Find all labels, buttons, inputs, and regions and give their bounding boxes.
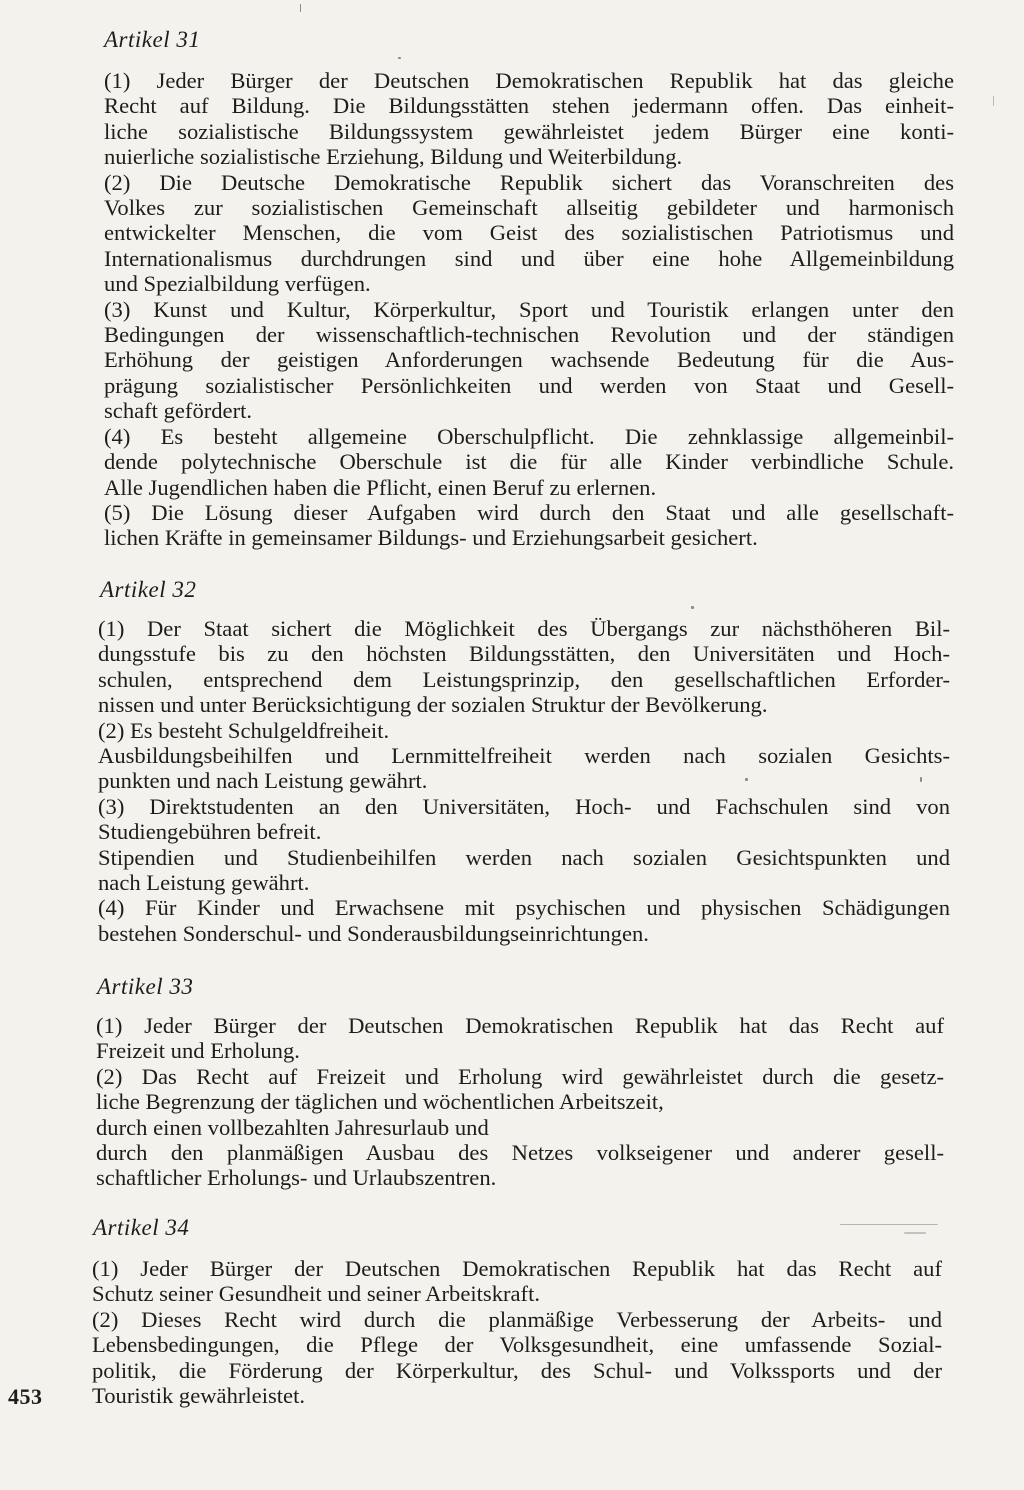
text-line: (3) Kunst und Kultur, Körperkultur, Sport und Touristik erlangen unter den [104,296,954,322]
article-31-text [104,68,954,551]
text-line: (5) Die Lösung dieser Aufgaben wird durch den Staat und alle gesellschaft- [104,499,954,525]
text-line: Freizeit und Erholung. [96,1038,300,1064]
text-line: schaftlicher Erholungs- und Urlaubszentren. [96,1165,497,1191]
scan-speck [840,1224,938,1225]
text-line: Bedingungen der wissenschaftlich-technischen Revolution und der ständigen [104,322,954,348]
text-line: bestehen Sonderschul- und Sonderausbildungseinrichtungen. [98,920,649,946]
text-line: (3) Direktstudenten an den Universitäten, Hoch- und Fachschulen sind von [98,793,950,819]
scan-speck [300,4,301,12]
text-line: durch einen vollbezahlten Jahresurlaub und [96,1114,489,1140]
article-34-heading: Artikel 34 [93,1215,190,1240]
text-line: Schutz seiner Gesundheit und seiner Arbeitskraft. [92,1281,540,1307]
article-32-text [98,616,950,946]
text-line: Alle Jugendlichen haben die Pflicht, einen Beruf zu erlernen. [104,474,657,500]
scan-speck [398,57,401,59]
text-line: Stipendien und Studienbeihilfen werden nach sozialen Gesichtspunkten und [98,844,950,870]
text-line: und Spezialbildung verfügen. [104,271,371,297]
text-line: politik, die Förderung der Körperkultur, des Schul- und Volkssports und der [92,1357,942,1383]
text-line: (4) Für Kinder und Erwachsene mit psychischen und physischen Schädigungen [98,895,950,921]
text-line: Lebensbedingungen, die Pflege der Volksgesundheit, eine umfassende Sozial- [92,1332,942,1358]
article-34-text [92,1256,942,1408]
article-32-heading: Artikel 32 [100,577,197,602]
text-line: dungsstufe bis zu den höchsten Bildungsstätten, den Universitäten und Hoch- [98,641,950,667]
text-line: lichen Kräfte in gemeinsamer Bildungs- und Erziehungsarbeit gesichert. [104,525,758,551]
text-line: (1) Der Staat sichert die Möglichkeit des Übergangs zur nächsthöheren Bil- [98,616,950,641]
text-line: Touristik gewährleistet. [92,1383,306,1409]
text-line: punkten und nach Leistung gewährt. [98,768,428,794]
scan-speck [920,777,922,782]
text-line: (1) Jeder Bürger der Deutschen Demokratischen Republik hat das Recht auf [96,1013,944,1038]
text-line: (2) Das Recht auf Freizeit und Erholung wird gewährleistet durch die gesetz- [96,1063,944,1089]
text-line: nissen und unter Berücksichtigung der sozialen Struktur der Bevölkerung. [98,692,768,718]
article-33-heading: Artikel 33 [97,974,194,999]
text-line: (1) Jeder Bürger der Deutschen Demokratischen Republik hat das gleiche [104,68,954,93]
text-line: (4) Es besteht allgemeine Oberschulpflicht. Die zehnklassige allgemeinbil- [104,423,954,449]
text-line: (2) Die Deutsche Demokratische Republik sichert das Voranschreiten des [104,169,954,195]
article-33-text [96,1013,944,1191]
text-line: prägung sozialistischer Persönlichkeiten und werden von Staat und Gesell- [104,372,954,398]
text-line: schaft gefördert. [104,398,253,424]
text-line: (2) Dieses Recht wird durch die planmäßige Verbesserung der Arbeits- und [92,1306,942,1332]
text-line: (1) Jeder Bürger der Deutschen Demokratischen Republik hat das Recht auf [92,1256,942,1281]
scan-speck [691,606,694,609]
text-line: liche sozialistische Bildungssystem gewährleistet jedem Bürger eine konti- [104,118,954,144]
text-line: schulen, entsprechend dem Leistungsprinzip, den gesellschaftlichen Erforder- [98,666,950,692]
text-line: entwickelter Menschen, die vom Geist des sozialistischen Patriotismus und [104,220,954,246]
page-number: 453 [8,1384,43,1409]
scan-speck [904,1232,926,1234]
text-line: Internationalismus durchdrungen sind und über eine hohe Allgemeinbildung [104,245,954,271]
text-line: Volkes zur sozialistischen Gemeinschaft allseitig gebildeter und harmonisch [104,195,954,221]
text-line: dende polytechnische Oberschule ist die für alle Kinder verbindliche Schule. [104,449,954,475]
text-line: Ausbildungsbeihilfen und Lernmittelfreiheit werden nach sozialen Gesichts- [98,743,950,769]
text-line: Recht auf Bildung. Die Bildungsstätten stehen jedermann offen. Das einheit- [104,93,954,119]
text-line: nuierliche sozialistische Erziehung, Bildung und Weiterbildung. [104,144,683,170]
scan-speck [993,96,994,106]
text-line: Erhöhung der geistigen Anforderungen wachsende Bedeutung für die Aus- [104,347,954,373]
article-31-heading: Artikel 31 [104,27,201,52]
text-line: liche Begrenzung der täglichen und wöchentlichen Arbeitszeit, [96,1089,664,1115]
text-line: nach Leistung gewährt. [98,870,310,896]
text-line: durch den planmäßigen Ausbau des Netzes volkseigener und anderer gesell- [96,1140,944,1166]
text-line: Studiengebühren befreit. [98,819,322,845]
scan-speck [745,778,748,781]
text-line: (2) Es besteht Schulgeldfreiheit. [98,717,390,743]
